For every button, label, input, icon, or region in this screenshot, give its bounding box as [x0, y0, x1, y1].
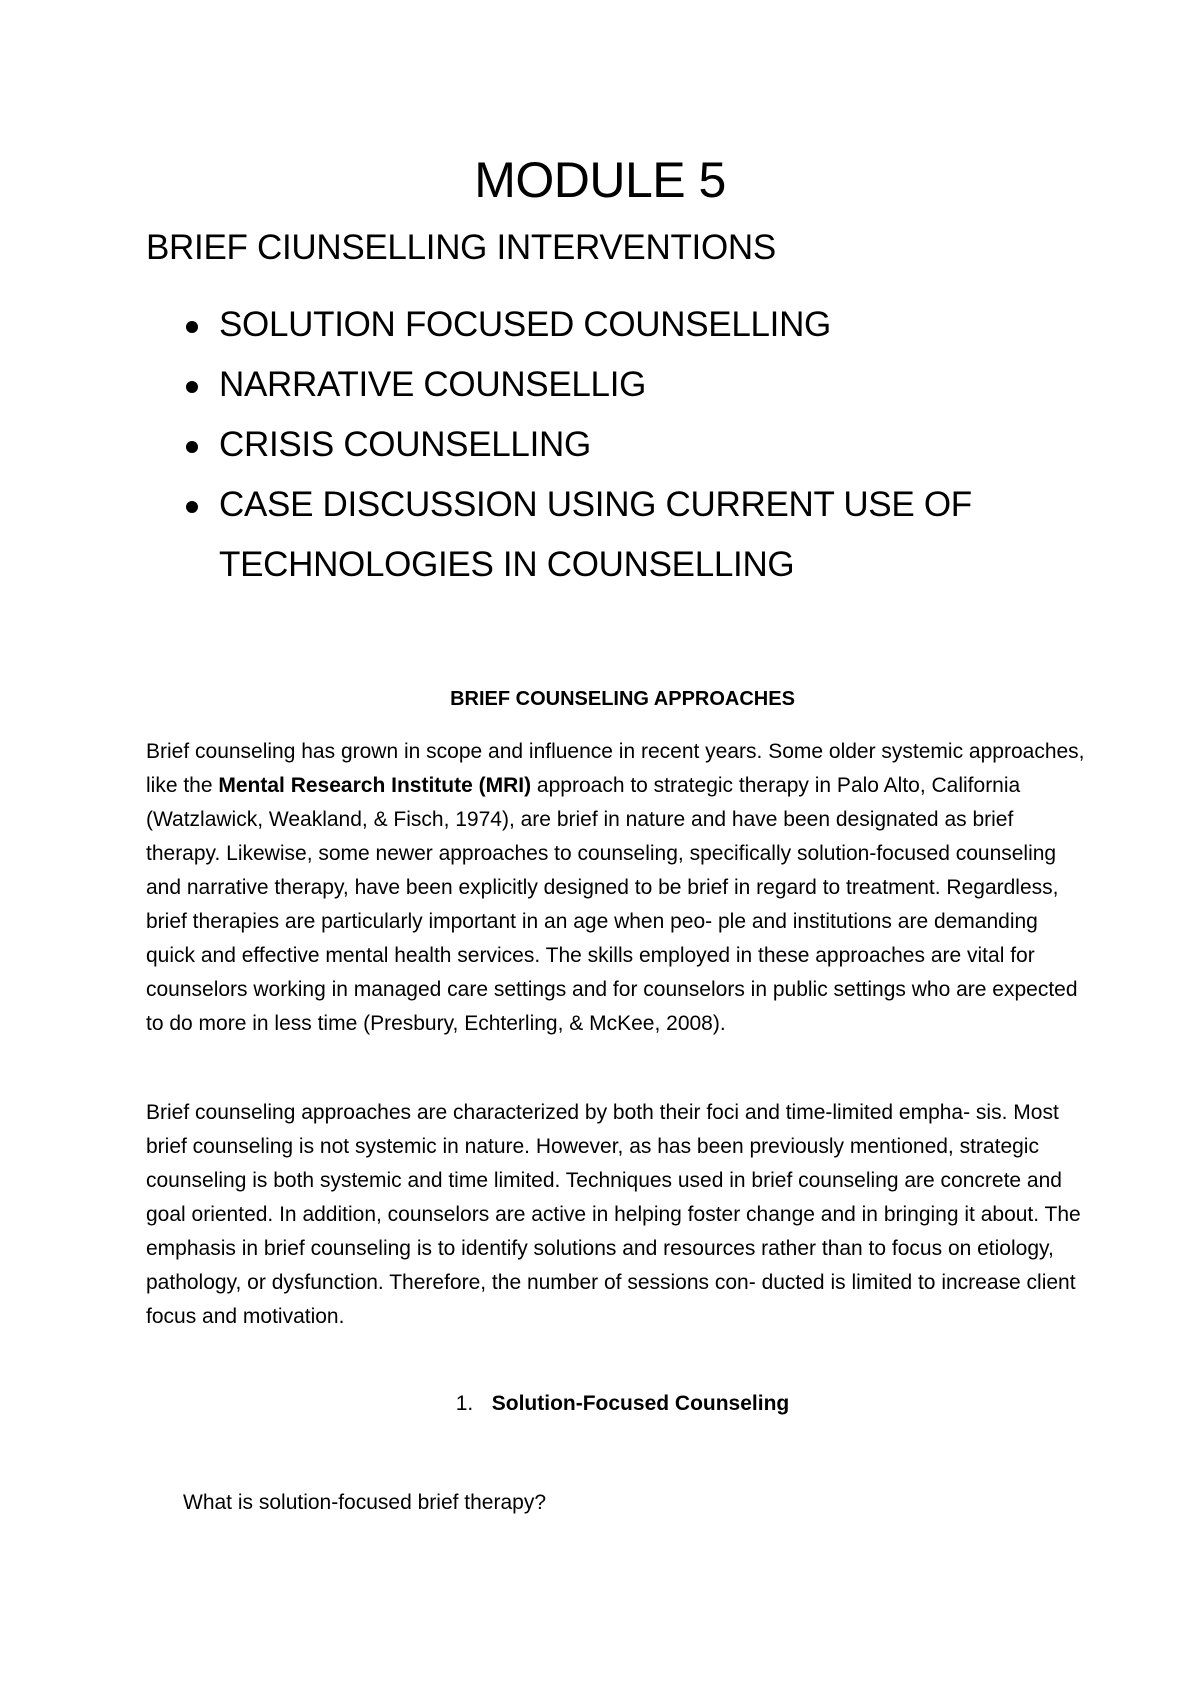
- topic-label: CRISIS COUNSELLING: [219, 425, 591, 464]
- bullet-icon: [186, 501, 198, 513]
- topic-label: CASE DISCUSSION USING CURRENT USE OF TECHNOLOGIES IN COUNSELLING: [219, 485, 972, 584]
- question-text: What is solution-focused brief therapy?: [183, 1491, 547, 1514]
- body-paragraph: [146, 735, 1086, 1041]
- topic-list: [146, 295, 1126, 595]
- topic-label: SOLUTION FOCUSED COUNSELLING: [219, 305, 831, 344]
- topic-item: [146, 355, 1126, 415]
- bold-term: Mental Research Institute (MRI): [218, 774, 532, 797]
- module-title: MODULE 5: [474, 152, 726, 208]
- heading-label: Solution-Focused Counseling: [491, 1392, 790, 1415]
- topic-label: NARRATIVE COUNSELLIG: [219, 365, 647, 404]
- bullet-icon: [186, 321, 198, 333]
- body-paragraph: Brief counseling approaches are characterized by both their foci and time-limited empha- sis. Most brief counseling is not systemic in nature. However, as has been previously mentioned, strategic counseling is both systemic and time limited. Techniques used in brief counseling are concrete and goal oriented. In addition, counselors are active in helping foster change and in bringing it about. The emphasis in brief counseling is to identify solutions and resources rather than to focus on etiology, pathology, or dysfunction. Therefore, the number of sessions con- ducted is limited to increase client focus and motivation.: [146, 1101, 1081, 1328]
- section-heading: BRIEF COUNSELING APPROACHES: [450, 688, 795, 710]
- numbered-heading: [0, 1390, 1200, 1418]
- module-subtitle: BRIEF CIUNSELLING INTERVENTIONS: [146, 228, 776, 267]
- paragraph-text: Brief counseling has grown in scope and influence in recent years. Some older systemic approaches, like the: [146, 740, 1085, 797]
- bullet-icon: [186, 441, 198, 453]
- topic-item: [146, 415, 1126, 475]
- bullet-icon: [186, 381, 198, 393]
- heading-number: 1.: [455, 1392, 474, 1415]
- topic-item: [146, 295, 1126, 355]
- paragraph-text: approach to strategic therapy in Palo Alto, California (Watzlawick, Weakland, & Fisch, 1974), are brief in nature and have been designated as brief therapy. Likewise, some newer approaches to counseling, specifically solution-focused counseling and narrative therapy, have been explicitly designed to be brief in regard to treatment. Regardless, brief therapies are particularly important in an age when peo- ple and institutions are demanding quick and effective mental health services. The skills employed in these approaches are vital for counselors working in managed care settings and for counselors in public settings who are expected to do more in less time (Presbury, Echterling, & McKee, 2008).: [146, 774, 1078, 1035]
- topic-item: [146, 475, 1126, 595]
